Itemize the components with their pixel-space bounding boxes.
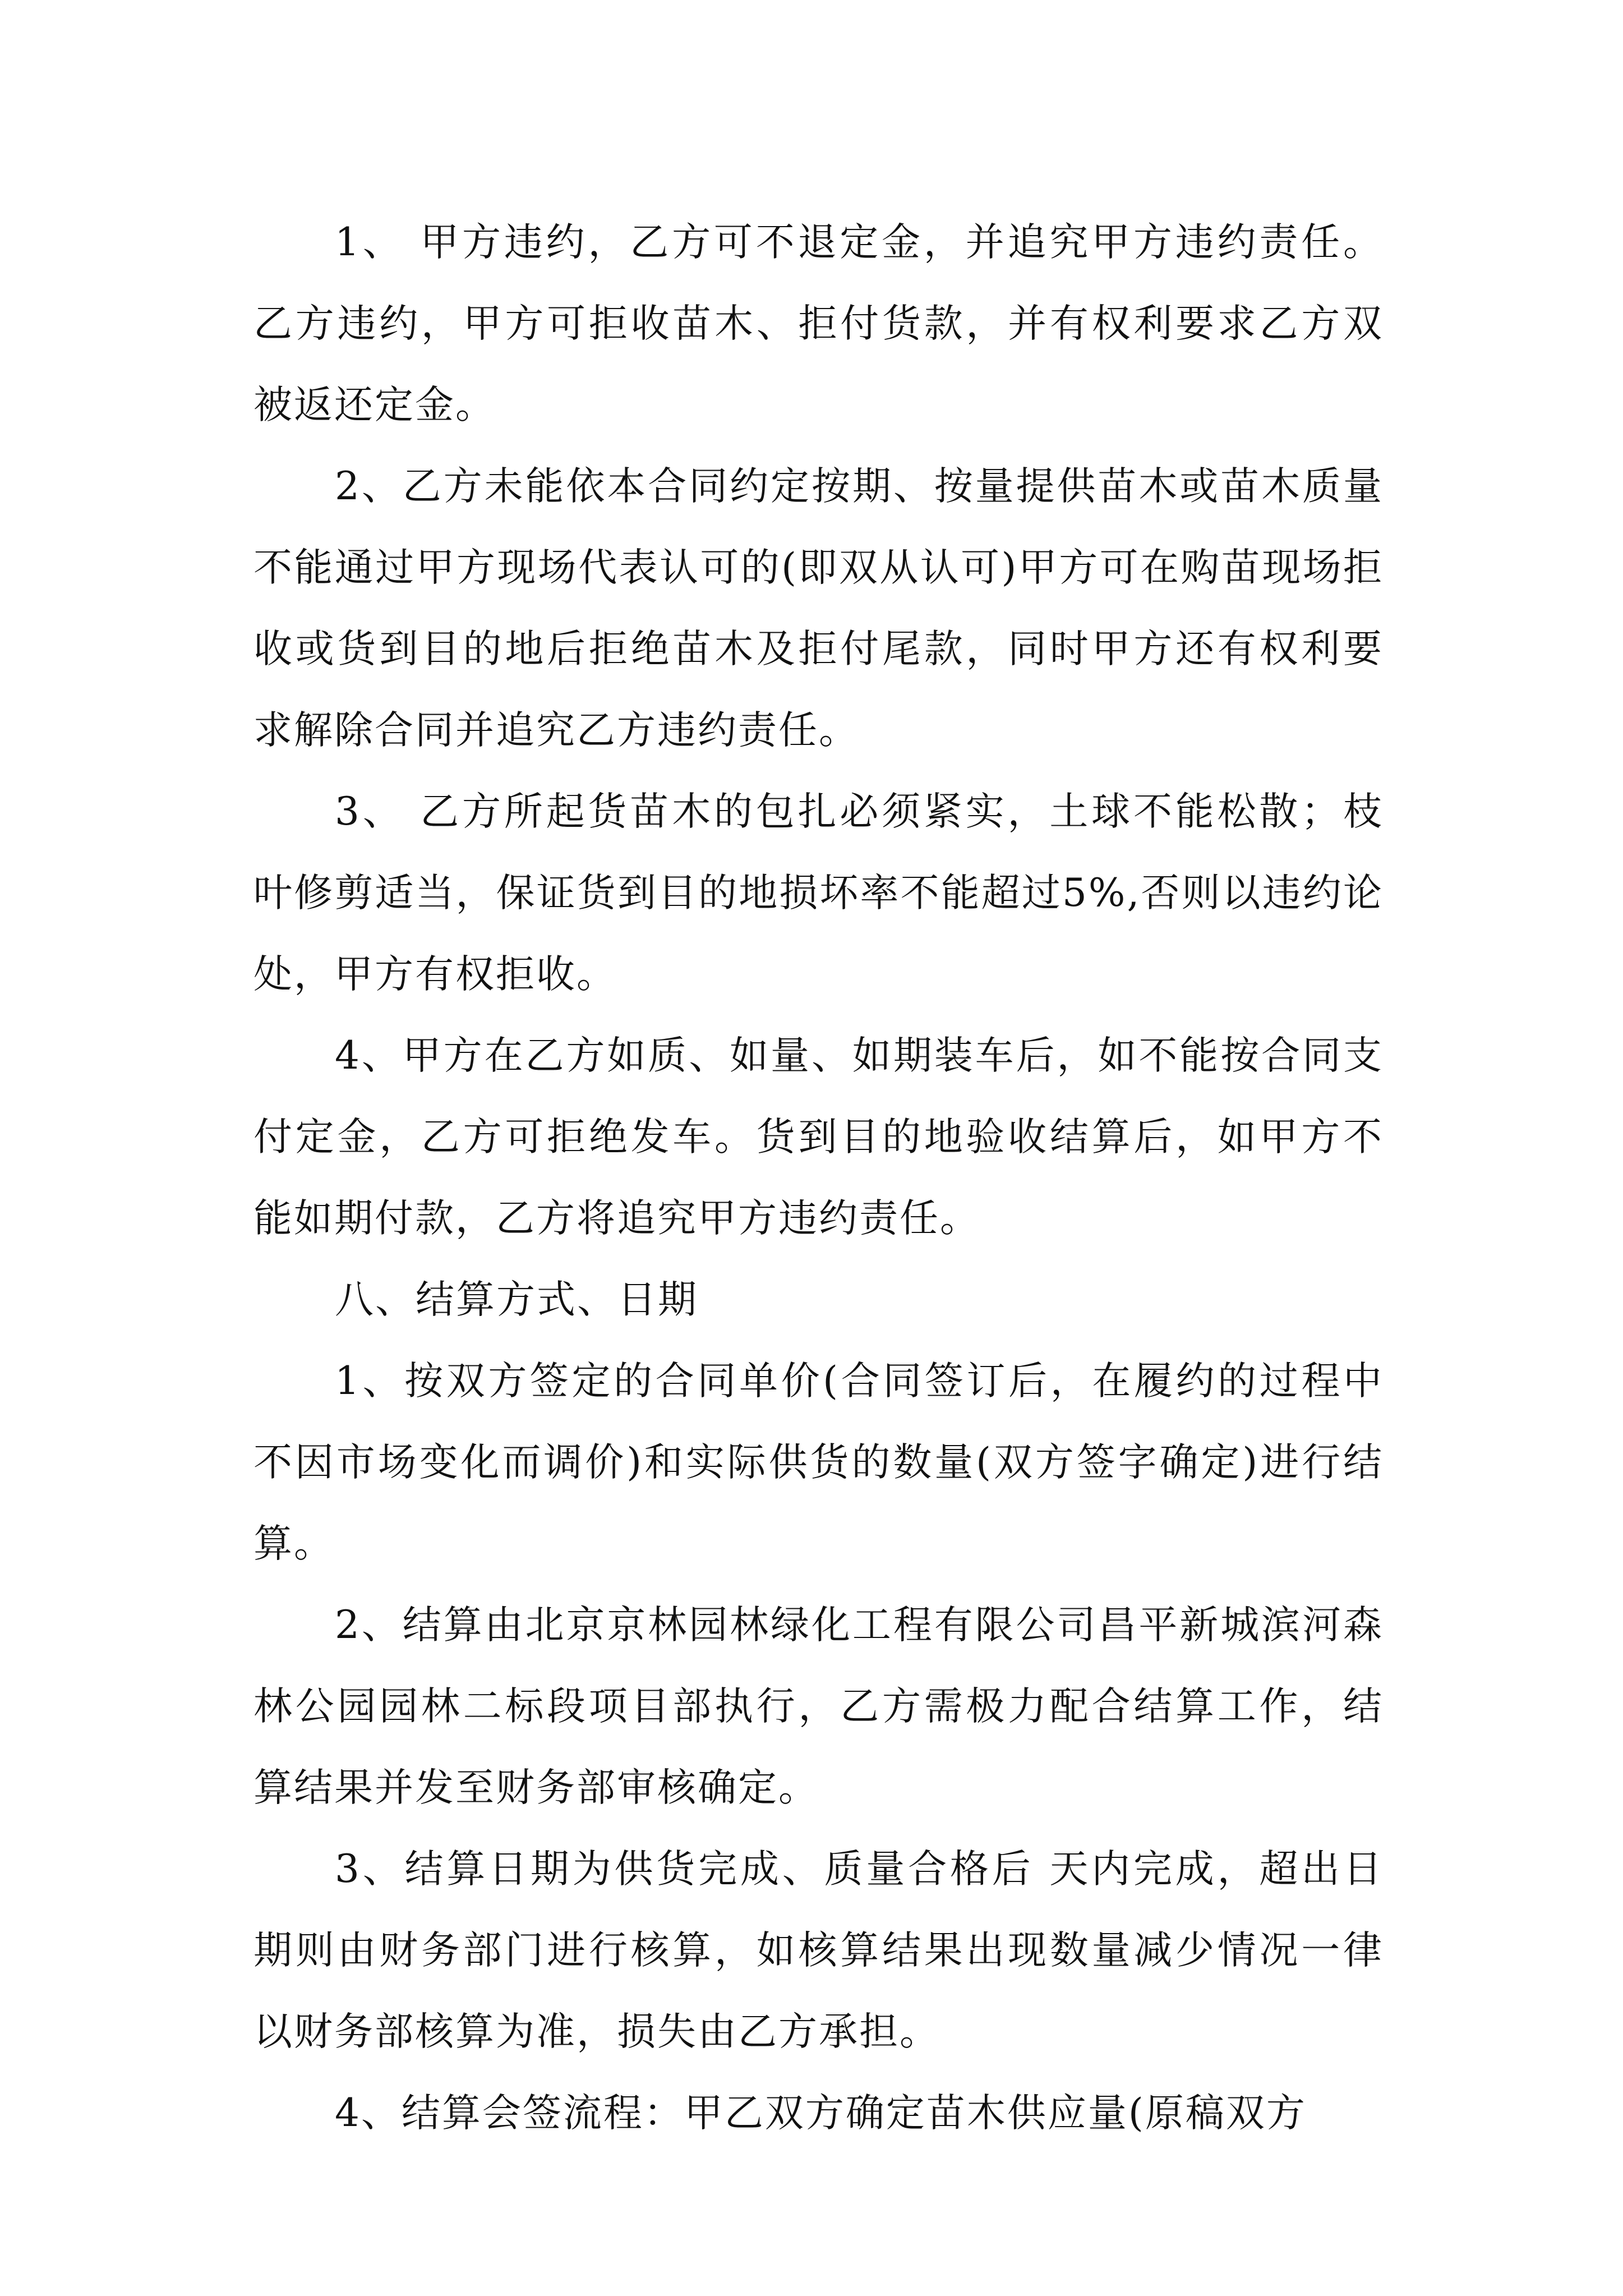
section-heading-settlement: 八、结算方式、日期 (335, 1277, 698, 1322)
paragraph-settlement-2: 2、结算由北京京林园林绿化工程有限公司昌平新城滨河森林公园园林二标段项目部执行，乙方需极力配合结算工作，结算结果并发至财务部审核确定。 (253, 1603, 1384, 1810)
paragraph-settlement-1: 1、按双方签定的合同单价(合同签订后，在履约的过程中不因市场变化而调价)和实际供货的数量(双方签字确定)进行结算。 (253, 1359, 1384, 1566)
document-body (253, 202, 1384, 2154)
paragraph-clause-2-supply-quality: 2、乙方未能依本合同约定按期、按量提供苗木或苗木质量不能通过甲方现场代表认可的(即双从认可)甲方可在购苗现场拒收或货到目的地后拒绝苗木及拒付尾款，同时甲方还有权利要求解除合同并追究乙方违约责任。 (253, 464, 1384, 753)
paragraph-clause-1-penalty: 1、 甲方违约，乙方可不退定金，并追究甲方违约责任。乙方违约，甲方可拒收苗木、拒付货款，并有权利要求乙方双被返还定金。 (253, 220, 1384, 427)
paragraph-settlement-4: 4、结算会签流程：甲乙双方确定苗木供应量(原稿双方 (335, 2091, 1307, 2136)
paragraph-clause-4-payment: 4、甲方在乙方如质、如量、如期装车后，如不能按合同支付定金，乙方可拒绝发车。货到目的地验收结算后，如甲方不能如期付款，乙方将追究甲方违约责任。 (253, 1033, 1384, 1241)
paragraph-clause-3-packing: 3、 乙方所起货苗木的包扎必须紧实，土球不能松散；枝叶修剪适当，保证货到目的地损坏率不能超过5%,否则以违约论处，甲方有权拒收。 (253, 789, 1384, 997)
paragraph-settlement-3: 3、结算日期为供货完成、质量合格后 天内完成，超出日期则由财务部门进行核算，如核算结果出现数量减少情况一律以财务部核算为准，损失由乙方承担。 (253, 1847, 1384, 2054)
